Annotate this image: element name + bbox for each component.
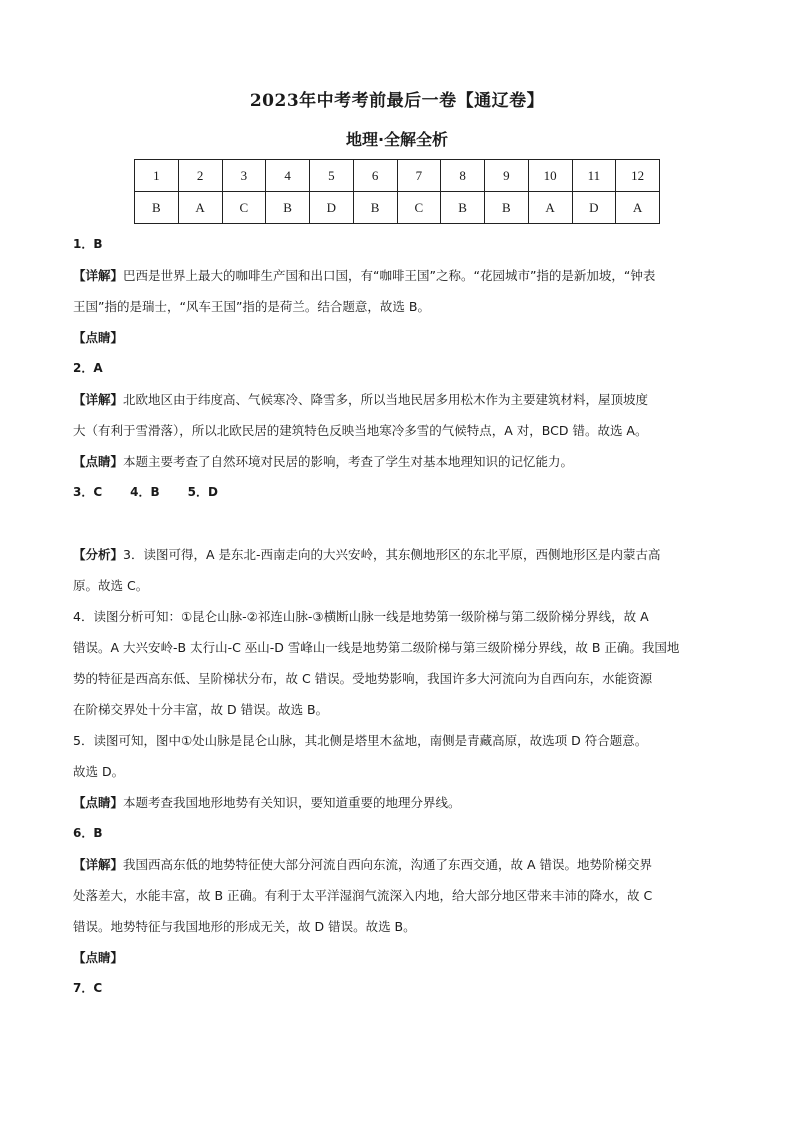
table-cell-answer: C — [397, 192, 441, 224]
table-cell-number: 2 — [178, 160, 222, 192]
analysis-tag: 【分析】 — [73, 547, 124, 562]
table-cell-number: 8 — [441, 160, 485, 192]
table-cell-number: 6 — [353, 160, 397, 192]
table-cell-answer: D — [310, 192, 354, 224]
table-cell-number: 9 — [485, 160, 529, 192]
table-cell-answer: B — [353, 192, 397, 224]
question-6-detail-cont: 错误。地势特征与我国地形的形成无关，故 D 错误。故选 B。 — [73, 919, 416, 934]
detail-tag: 【详解】 — [73, 268, 124, 283]
question-6-detail — [73, 849, 728, 880]
detail-text: 北欧地区由于纬度高、气候寒冷、降雪多，所以当地民居多用松木作为主要建筑材料，屋顶坡度 — [123, 392, 649, 407]
answer-table — [134, 159, 660, 224]
questions-3-5-answers — [73, 477, 728, 508]
question-1-answer: 1．B — [73, 237, 103, 251]
table-cell-answer: A — [178, 192, 222, 224]
solution-content — [73, 229, 728, 1004]
question-4-explanation-cont: 在阶梯交界处十分丰富，故 D 错误。故选 B。 — [73, 702, 329, 717]
question-2-point — [73, 446, 728, 477]
spacer — [73, 508, 728, 539]
table-cell-number: 10 — [528, 160, 572, 192]
table-cell-answer: A — [616, 192, 660, 224]
question-5-explanation: 5．读图可知，图中①处山脉是昆仑山脉，其北侧是塔里木盆地，南侧是青藏高原，故选项 D 符合题意。 — [73, 733, 648, 748]
page-title: 2023年中考考前最后一卷【通辽卷】 — [249, 91, 545, 111]
table-cell-answer: C — [222, 192, 266, 224]
question-6-detail-cont: 处落差大，水能丰富，故 B 正确。有利于太平洋湿润气流深入内地，给大部分地区带来丰沛的降水，故 C — [73, 888, 653, 903]
table-cell-answer: B — [266, 192, 310, 224]
detail-tag: 【详解】 — [73, 392, 124, 407]
table-cell-answer: B — [135, 192, 179, 224]
question-5-answer: 5．D — [187, 485, 218, 499]
table-cell-answer: A — [528, 192, 572, 224]
question-2-detail — [73, 384, 728, 415]
table-cell-number: 1 — [135, 160, 179, 192]
table-cell-number: 12 — [616, 160, 660, 192]
question-2-detail-cont: 大（有利于雪滑落），所以北欧民居的建筑特色反映当地寒冷多雪的气候特点，A 对，BCD 错。故选 A。 — [73, 423, 648, 438]
question-4-explanation: 4．读图分析可知：①昆仑山脉-②祁连山脉-③横断山脉一线是地势第一级阶梯与第二级阶梯分界线，故 A — [73, 609, 649, 624]
question-6-point-tag: 【点睛】 — [73, 950, 124, 965]
page-subtitle: 地理·全解全析 — [345, 130, 449, 149]
question-5-explanation-cont: 故选 D。 — [73, 764, 125, 779]
questions-3-5-point — [73, 787, 728, 818]
question-4-answer: 4．B — [130, 485, 160, 499]
question-1-detail-cont: 王国”指的是瑞士，“风车王国”指的是荷兰。结合题意，故选 B。 — [73, 299, 430, 314]
table-cell-number: 7 — [397, 160, 441, 192]
point-text: 本题考查我国地形地势有关知识，要知道重要的地理分界线。 — [123, 795, 461, 810]
answer-table-answer-row — [135, 192, 660, 224]
point-text: 本题主要考查了自然环境对民居的影响，考查了学生对基本地理知识的记忆能力。 — [123, 454, 574, 469]
point-tag: 【点睛】 — [73, 795, 124, 810]
question-1-point-tag: 【点睛】 — [73, 330, 124, 345]
detail-text: 巴西是世界上最大的咖啡生产国和出口国，有“咖啡王国”之称。“花园城市”指的是新加坡，“钟表 — [123, 268, 656, 283]
table-cell-answer: B — [441, 192, 485, 224]
question-1-detail — [73, 260, 728, 291]
question-3-answer: 3．C — [73, 485, 103, 499]
question-7-answer: 7．C — [73, 981, 103, 995]
detail-text: 我国西高东低的地势特征使大部分河流自西向东流，沟通了东西交通，故 A 错误。地势阶梯交界 — [123, 857, 653, 872]
table-cell-number: 3 — [222, 160, 266, 192]
question-2-answer: 2．A — [73, 361, 103, 375]
analysis-paragraph — [73, 539, 728, 570]
question-4-explanation-cont: 错误。A 大兴安岭-B 太行山-C 巫山-D 雪峰山一线是地势第二级阶梯与第三级阶梯分界线，故 B 正确。我国地 — [73, 640, 680, 655]
detail-tag: 【详解】 — [73, 857, 124, 872]
analysis-paragraph-cont: 原。故选 C。 — [73, 578, 149, 593]
question-4-explanation-cont: 势的特征是西高东低、呈阶梯状分布，故 C 错误。受地势影响，我国许多大河流向为自西向东，水能资源 — [73, 671, 653, 686]
table-cell-number: 4 — [266, 160, 310, 192]
table-cell-answer: D — [572, 192, 616, 224]
answer-table-number-row — [135, 160, 660, 192]
table-cell-number: 11 — [572, 160, 616, 192]
point-tag: 【点睛】 — [73, 454, 124, 469]
question-6-answer: 6．B — [73, 826, 103, 840]
table-cell-number: 5 — [310, 160, 354, 192]
table-cell-answer: B — [485, 192, 529, 224]
analysis-text: 3．读图可得，A 是东北-西南走向的大兴安岭，其东侧地形区的东北平原，西侧地形区是内蒙古高 — [123, 547, 661, 562]
